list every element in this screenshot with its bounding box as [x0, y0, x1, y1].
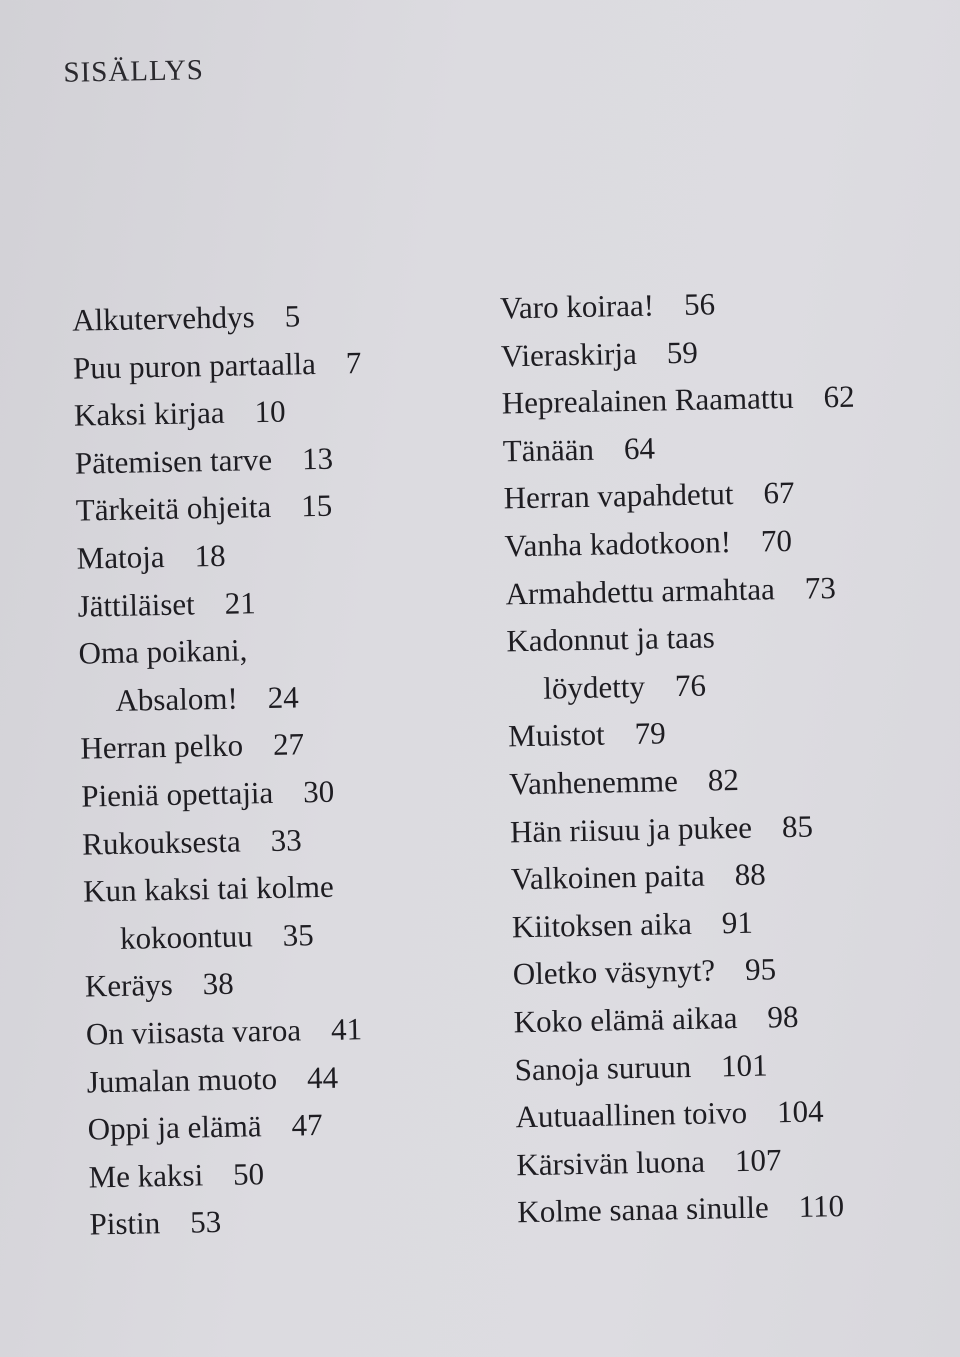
entry-page: 82 — [707, 761, 740, 798]
toc-entry — [513, 991, 867, 1045]
toc-entry — [73, 339, 362, 392]
entry-title: Kaksi kirjaa — [73, 394, 225, 433]
entry-page: 35 — [282, 916, 314, 953]
toc-entry — [77, 577, 366, 630]
toc-entry — [85, 957, 374, 1010]
entry-title: Kiitoksen aika — [511, 905, 693, 945]
entry-page: 41 — [330, 1011, 363, 1047]
entry-title: Keräys — [84, 967, 174, 1004]
toc-entry — [74, 386, 363, 439]
entry-page: 50 — [232, 1155, 265, 1192]
toc-entry — [500, 278, 854, 332]
toc-entry — [81, 767, 370, 820]
entry-title: Jumalan muoto — [86, 1060, 278, 1100]
toc-entry — [83, 862, 372, 915]
entry-title: Vanha kadotkoon! — [504, 524, 732, 564]
toc-entry — [505, 563, 859, 617]
entry-page: 21 — [224, 584, 257, 621]
entry-page: 56 — [683, 286, 716, 322]
toc-entry — [89, 1195, 378, 1248]
toc-entry — [517, 1182, 871, 1236]
entry-page: 10 — [254, 393, 286, 430]
entry-title: Kun kaksi tai kolme — [82, 868, 334, 909]
toc-entry — [85, 1005, 374, 1058]
entry-page: 7 — [345, 344, 362, 381]
toc-entry — [512, 944, 866, 998]
entry-title: Hän riisuu ja pukee — [509, 809, 753, 849]
entry-page: 104 — [776, 1093, 824, 1130]
entry-page: 64 — [623, 430, 656, 466]
entry-title: Pätemisen tarve — [74, 441, 273, 481]
entry-title: Pieniä opettajia — [80, 774, 274, 814]
toc-entry — [510, 801, 864, 855]
toc-entry — [86, 1053, 375, 1106]
toc-entry-continuation — [84, 910, 373, 963]
entry-page: 67 — [763, 475, 795, 511]
entry-title: On viisasta varoa — [85, 1012, 302, 1052]
entry-page: 85 — [781, 808, 814, 844]
toc-entry — [88, 1148, 377, 1201]
toc-entry — [506, 611, 860, 665]
entry-title: Kolme sanaa sinulle — [517, 1189, 770, 1230]
entry-title: Jättiläiset — [77, 585, 196, 624]
toc-entry — [80, 719, 369, 772]
toc-entry — [504, 516, 858, 570]
toc-entry — [515, 1087, 869, 1141]
entry-title: Herran vapahdetut — [503, 476, 734, 516]
entry-page: 91 — [721, 904, 754, 941]
entry-title: Puu puron partaalla — [72, 345, 317, 386]
entry-title: Me kaksi — [88, 1157, 204, 1195]
entry-page: 76 — [674, 667, 707, 703]
entry-page: 70 — [760, 522, 793, 559]
entry-page: 73 — [804, 569, 837, 606]
entry-title: Kärsivän luona — [516, 1143, 706, 1182]
toc-entry — [503, 468, 857, 522]
entry-title: Tärkeitä ohjeita — [75, 489, 272, 529]
toc-entry — [514, 1039, 868, 1093]
toc-entry — [502, 420, 856, 474]
entry-page: 59 — [666, 334, 699, 370]
entry-page: 95 — [744, 951, 777, 988]
entry-title: Heprealainen Raamattu — [501, 380, 794, 421]
entry-page: 98 — [767, 998, 799, 1035]
toc-entry — [72, 291, 361, 344]
entry-page: 47 — [291, 1107, 323, 1143]
toc-entry — [509, 754, 863, 808]
entry-title: Oma poikani, — [78, 632, 248, 671]
entry-title: Armahdettu armahtaa — [505, 570, 776, 611]
toc-left-column — [72, 291, 378, 1248]
toc-entry — [500, 325, 854, 379]
entry-page: 101 — [720, 1046, 768, 1083]
entry-title: Varo koiraa! — [499, 287, 655, 326]
entry-title: Matoja — [76, 538, 165, 576]
entry-page: 33 — [270, 821, 302, 858]
toc-entry — [508, 706, 862, 760]
entry-page: 53 — [189, 1204, 222, 1240]
entry-title: Rukouksesta — [81, 823, 241, 862]
entry-title: Herran pelko — [80, 727, 244, 766]
entry-title: Alkutervehdys — [71, 299, 255, 338]
toc-entry-continuation — [507, 658, 861, 712]
entry-page: 38 — [202, 966, 235, 1002]
entry-title: Muistot — [507, 716, 606, 754]
entry-page: 79 — [634, 715, 667, 752]
entry-title: Tänään — [502, 431, 595, 469]
entry-title: Vanhenemme — [508, 763, 679, 802]
entry-page: 18 — [194, 537, 226, 574]
entry-page: 5 — [284, 298, 301, 334]
entry-page: 15 — [300, 488, 333, 524]
entry-title: Autuaallinen toivo — [515, 1094, 748, 1135]
entry-page: 62 — [823, 378, 855, 415]
toc-entry — [78, 624, 367, 677]
entry-title: Vieraskirja — [500, 335, 638, 374]
entry-title: Oletko väsynyt? — [512, 952, 716, 992]
toc-right-column — [500, 278, 871, 1236]
entry-title: Valkoinen paita — [510, 857, 705, 897]
entry-title: Kadonnut ja taas — [506, 619, 716, 659]
entry-page: 107 — [734, 1141, 782, 1178]
toc-entry — [87, 1100, 376, 1153]
entry-title: löydetty — [542, 668, 646, 706]
entry-title: Pistin — [89, 1205, 161, 1242]
toc-entry — [511, 849, 865, 903]
toc-entry — [75, 481, 364, 534]
entry-title: kokoontuu — [119, 918, 253, 956]
entry-title: Oppi ja elämä — [87, 1108, 262, 1147]
entry-page: 13 — [301, 440, 334, 477]
entry-page: 27 — [272, 726, 305, 763]
entry-page: 30 — [302, 773, 335, 810]
toc-entry — [516, 1134, 870, 1188]
toc-entry — [76, 529, 365, 582]
entry-page: 44 — [306, 1059, 339, 1095]
page-title: SISÄLLYS — [63, 54, 205, 89]
entry-page: 24 — [267, 679, 300, 715]
entry-title: Absalom! — [115, 680, 239, 718]
toc-entry — [501, 373, 855, 427]
toc-entry — [74, 434, 363, 487]
toc-entry — [511, 896, 865, 950]
entry-page: 110 — [798, 1188, 845, 1225]
entry-title: Sanoja suruun — [514, 1048, 692, 1087]
toc-entry-continuation — [79, 672, 368, 725]
entry-title: Koko elämä aikaa — [513, 999, 738, 1040]
entry-page: 88 — [734, 856, 766, 893]
toc-entry — [82, 815, 371, 868]
